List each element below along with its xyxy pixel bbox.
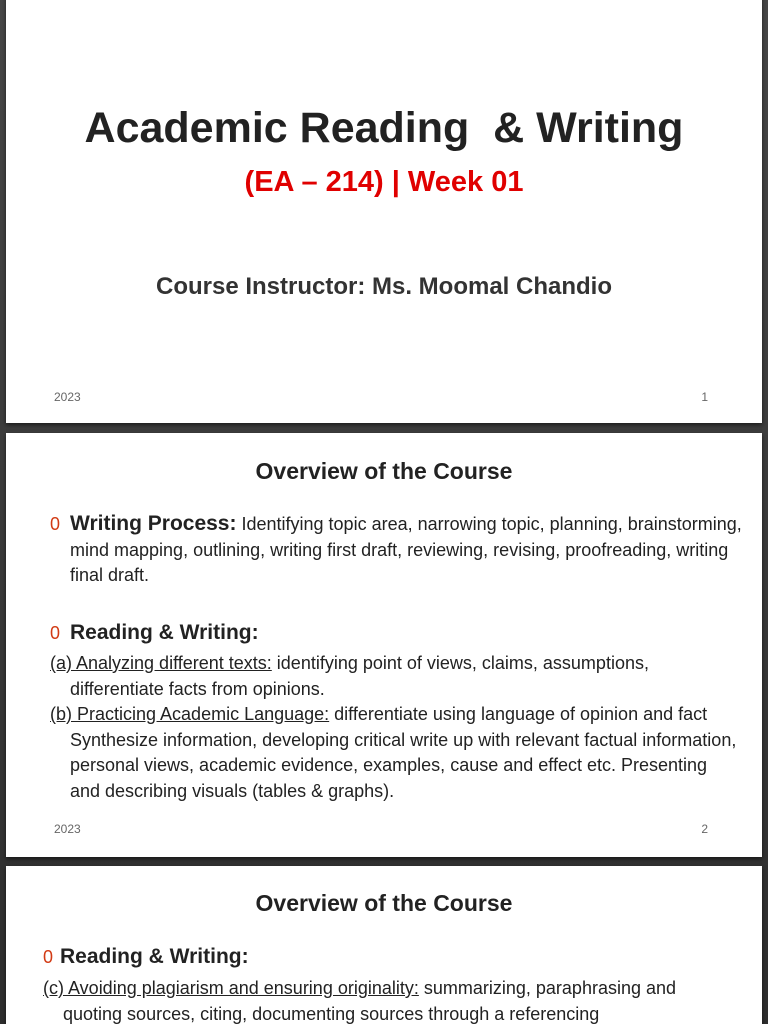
subitem-label: (c) Avoiding plagiarism and ensuring originality: [43,978,419,998]
subitem-b [50,702,742,804]
subitem-text: summarizing, paraphrasing and quoting sources, citing, documenting sources through a referencing [63,978,677,1024]
bullet-paragraph [43,944,742,971]
bullet-lead: Reading & Writing: [70,621,259,644]
subitems-block [50,651,742,804]
subitem-label: (a) Analyzing different texts: [50,653,272,673]
bullet-paragraph [50,620,742,647]
bullet-marker: 0 [50,623,61,643]
slide-heading: Overview of the Course [255,458,513,484]
subitem-a [50,651,742,702]
bullet-lead: Writing Process: [70,512,237,535]
bullet-writing-process [50,511,742,589]
course-instructor: Course Instructor: Ms. Moomal Chandio [155,273,613,300]
bullet-paragraph [50,511,742,589]
subitem-text: identifying point of views, claims, assumptions, differentiate facts from opinions. [70,653,649,699]
course-code-week: (EA – 214) | Week 01 [244,166,524,198]
footer-year: 2023 [54,822,81,836]
page-number: 1 [701,390,708,404]
slide-2 [6,433,762,857]
subitem-text: differentiate using language of opinion and fact Synthesize information, developing critical write up with relevant factual information, personal views, academic evidence, examples, cause and effect etc. Presenting and describing visuals (tables & graphs). [70,704,737,801]
subitems-block [43,976,702,1024]
bullet-marker: 0 [43,947,54,967]
bullet-reading-writing [50,620,742,649]
slide-3 [6,866,762,1024]
bullet-reading-writing [43,944,742,973]
footer-year: 2023 [54,390,81,404]
subitem-c [43,976,702,1024]
slide-heading: Overview of the Course [255,890,513,916]
page-number: 2 [701,822,708,836]
subitem-label: (b) Practicing Academic Language: [50,704,330,724]
bullet-text: Identifying topic area, narrowing topic, planning, brainstorming, mind mapping, outlining, writing first draft, reviewing, revising, proofreading, writing final draft. [70,514,742,585]
bullet-marker: 0 [50,514,61,534]
slide-title: Academic Reading & Writing [84,104,684,152]
bullet-lead: Reading & Writing: [60,945,249,968]
slide-1 [6,0,762,423]
